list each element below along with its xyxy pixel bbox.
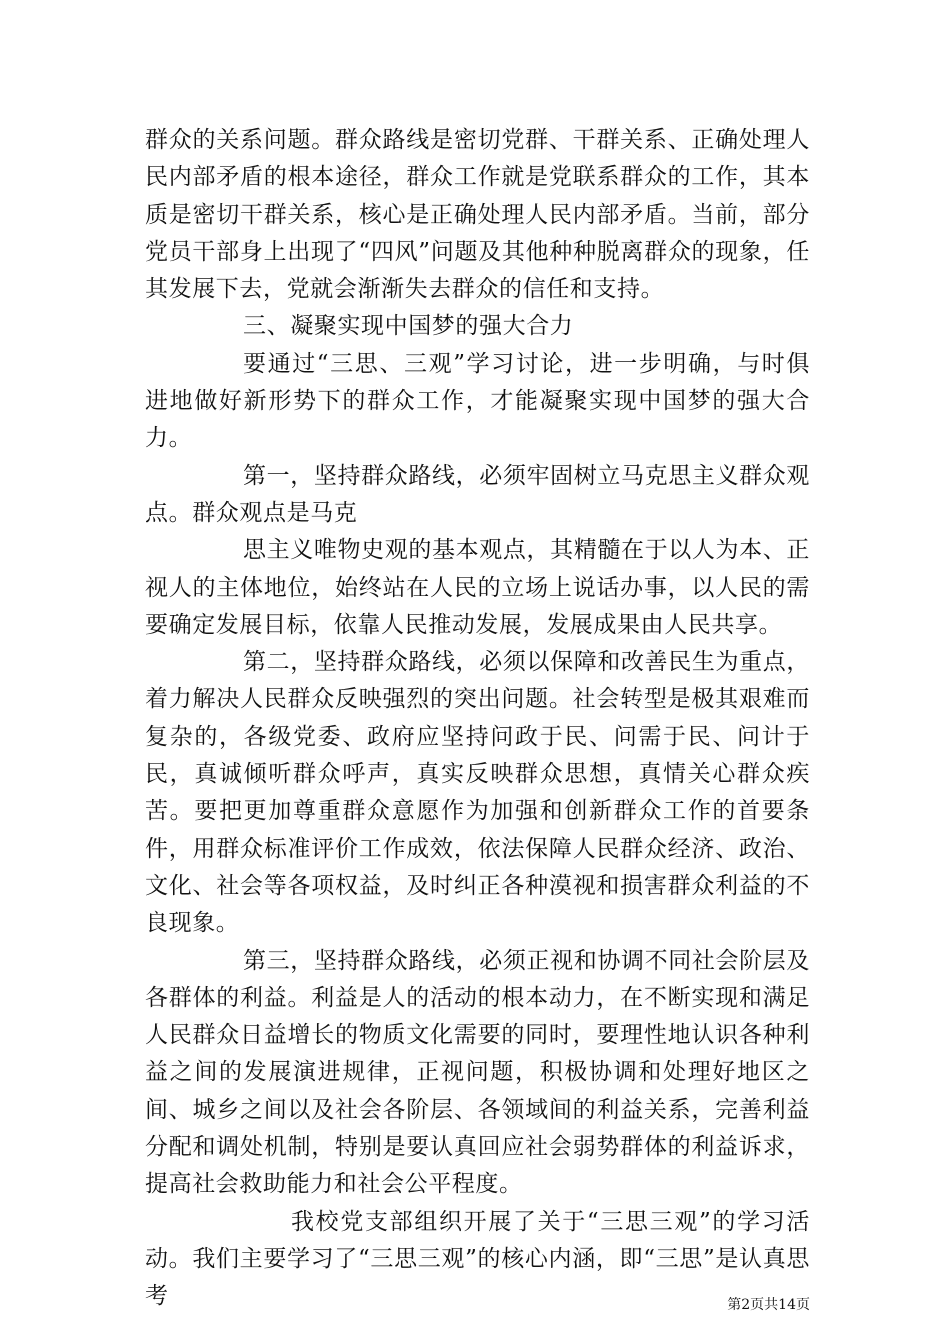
paragraph-school-study: 我校党支部组织开展了关于“三思三观”的学习活动。我们主要学习了“三思三观”的核心内涵，即“三思”是认真思考 — [145, 1208, 810, 1310]
paragraph-mass-relations: 群众的关系问题。群众路线是密切党群、干群关系、正确处理人民内部矛盾的根本途径，群众工作就是党联系群众的工作，其本质是密切干群关系，核心是正确处理人民内部矛盾。当前，部分党员干部身上出现了“四风”问题及其他种种脱离群众的现象，任其发展下去，党就会渐渐失去群众的信任和支持。 — [145, 127, 810, 303]
paragraph-third-point: 第三，坚持群众路线，必须正视和协调不同社会阶层及各群体的利益。利益是人的活动的根本动力，在不断实现和满足人民群众日益增长的物质文化需要的同时，要理性地认识各种利益之间的发展演进规律，正视问题，积极协调和处理好地区之间、城乡之间以及社会各阶层、各领域间的利益关系，完善利益分配和调处机制，特别是要认真回应社会弱势群体的利益诉求，提高社会救助能力和社会公平程度。 — [145, 947, 810, 1198]
document-page — [145, 122, 810, 1316]
paragraph-second-point: 第二，坚持群众路线，必须以保障和改善民生为重点，着力解决人民群众反映强烈的突出问题。社会转型是极其艰难而复杂的，各级党委、政府应坚持问政于民、问需于民、问计于民，真诚倾听群众呼声，真实反映群众思想，真情关心群众疾苦。要把更加尊重群众意愿作为加强和创新群众工作的首要条件，用群众标准评价工作成效，依法保障人民群众经济、政治、文化、社会等各项权益，及时纠正各种漠视和损害群众利益的不良现象。 — [145, 649, 810, 937]
page-number-footer: 第2页共14页 — [727, 1297, 810, 1313]
paragraph-intro-chinese-dream: 要通过“三思、三观”学习讨论，进一步明确，与时俱进地做好新形势下的群众工作，才能凝聚实现中国梦的强大合力。 — [145, 350, 810, 452]
paragraph-first-point-continued: 思主义唯物史观的基本观点，其精髓在于以人为本、正视人的主体地位，始终站在人民的立场上说话办事，以人民的需要确定发展目标，依靠人民推动发展，发展成果由人民共享。 — [145, 537, 810, 638]
section-heading-three: 三、凝聚实现中国梦的强大合力 — [243, 313, 574, 340]
paragraph-first-point: 第一，坚持群众路线，必须牢固树立马克思主义群众观点。群众观点是马克 — [145, 462, 810, 526]
